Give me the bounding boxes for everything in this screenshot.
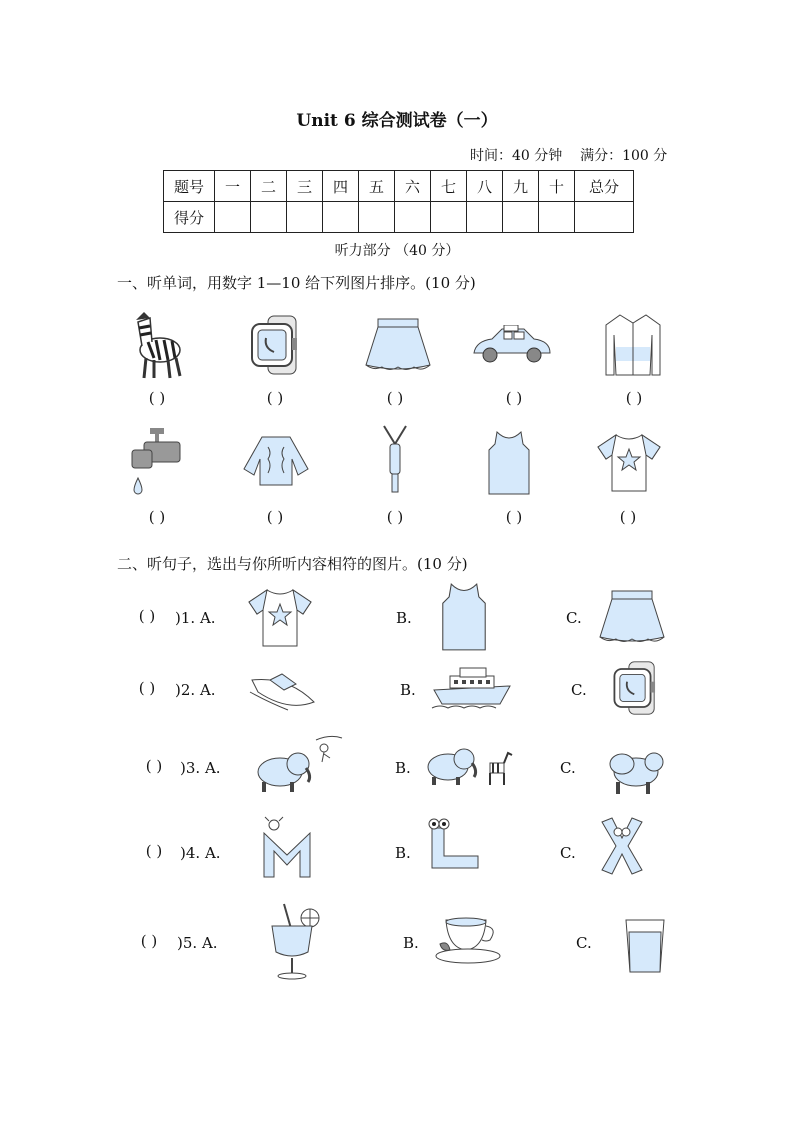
answer-blank[interactable]: ( ) — [148, 389, 166, 407]
table-cell: 一 — [215, 171, 251, 202]
score-cell[interactable] — [359, 202, 395, 233]
table-cell: 八 — [467, 171, 503, 202]
section1-title: 一、听单词，用数字 1—10 给下列图片排序。(10 分) — [117, 274, 476, 292]
answer-blank[interactable]: ( ) — [145, 757, 163, 775]
option-b-label: B. — [403, 934, 419, 952]
skirt-icon — [364, 317, 432, 371]
speedboat-icon — [248, 662, 320, 714]
score-table-score-row — [164, 202, 634, 233]
table-cell: 七 — [431, 171, 467, 202]
smartwatch-icon — [246, 314, 308, 376]
option-c-label: C. — [560, 759, 576, 777]
score-cell[interactable] — [467, 202, 503, 233]
vest-icon — [487, 430, 531, 496]
question-number: )2. A. — [175, 681, 216, 699]
option-b-label: B. — [395, 759, 411, 777]
table-cell: 五 — [359, 171, 395, 202]
page-title: Unit 6 综合测试卷（一） — [296, 111, 498, 131]
answer-blank[interactable]: ( ) — [148, 508, 166, 526]
answer-blank[interactable]: ( ) — [619, 508, 637, 526]
question-number: )5. A. — [177, 934, 218, 952]
table-cell: 题号 — [164, 171, 215, 202]
answer-blank[interactable]: ( ) — [386, 508, 404, 526]
water-glass-icon — [624, 918, 666, 974]
score-cell[interactable] — [395, 202, 431, 233]
answer-blank[interactable]: ( ) — [505, 389, 523, 407]
tshirt-icon — [596, 431, 662, 493]
answer-blank[interactable]: ( ) — [386, 389, 404, 407]
table-cell: 六 — [395, 171, 431, 202]
answer-blank[interactable]: ( ) — [266, 389, 284, 407]
answer-blank[interactable]: ( ) — [145, 842, 163, 860]
question-number: )4. A. — [180, 844, 221, 862]
score-cell[interactable] — [215, 202, 251, 233]
table-cell: 九 — [503, 171, 539, 202]
table-cell: 三 — [287, 171, 323, 202]
option-b-label: B. — [395, 844, 411, 862]
taxi-icon — [470, 325, 554, 365]
option-b-label: B. — [396, 609, 412, 627]
table-cell: 四 — [323, 171, 359, 202]
score-cell[interactable] — [575, 202, 634, 233]
full-score-label: 满分：100 分 — [580, 148, 668, 164]
score-cell[interactable] — [539, 202, 575, 233]
zipper-icon — [380, 424, 410, 496]
score-cell[interactable] — [503, 202, 539, 233]
score-cell[interactable] — [251, 202, 287, 233]
letter-m-icon — [258, 815, 316, 879]
answer-blank[interactable]: ( ) — [505, 508, 523, 526]
ship-icon — [430, 662, 514, 710]
answer-blank[interactable]: ( ) — [138, 679, 156, 697]
letter-l-icon — [424, 816, 484, 872]
answer-blank[interactable]: ( ) — [140, 932, 158, 950]
table-cell: 得分 — [164, 202, 215, 233]
answer-blank[interactable]: ( ) — [138, 607, 156, 625]
table-cell: 十 — [539, 171, 575, 202]
jacket-icon — [602, 311, 664, 379]
answer-blank[interactable]: ( ) — [625, 389, 643, 407]
listening-header: 听力部分 （40 分） — [334, 243, 460, 259]
score-cell[interactable] — [287, 202, 323, 233]
time-label: 时间：40 分钟 — [470, 148, 563, 164]
two-elephants-icon — [602, 740, 664, 796]
tea-cup-icon — [434, 910, 504, 968]
tshirt-icon — [247, 586, 313, 648]
table-cell: 总分 — [575, 171, 634, 202]
option-c-label: C. — [566, 609, 582, 627]
question-number: )3. A. — [180, 759, 221, 777]
option-b-label: B. — [400, 681, 416, 699]
table-cell: 二 — [251, 171, 287, 202]
letter-x-icon — [600, 816, 644, 876]
juice-glass-icon — [264, 902, 326, 980]
option-c-label: C. — [576, 934, 592, 952]
smartwatch-icon — [606, 660, 668, 716]
sweater-icon — [240, 433, 312, 489]
option-c-label: C. — [571, 681, 587, 699]
answer-blank[interactable]: ( ) — [266, 508, 284, 526]
score-table — [163, 170, 634, 233]
tap-icon — [124, 426, 182, 498]
score-table-header-row — [164, 171, 634, 202]
vest-icon — [438, 582, 490, 652]
section2-title: 二、听句子，选出与你所听内容相符的图片。(10 分) — [117, 555, 468, 573]
option-c-label: C. — [560, 844, 576, 862]
exam-meta — [470, 145, 667, 165]
score-cell[interactable] — [323, 202, 359, 233]
skirt-icon — [598, 589, 666, 643]
elephant-monkey-icon — [254, 732, 344, 794]
score-cell[interactable] — [431, 202, 467, 233]
elephant-zebra-icon — [424, 739, 514, 787]
question-number: )1. A. — [175, 609, 216, 627]
zebra-icon — [128, 308, 188, 382]
